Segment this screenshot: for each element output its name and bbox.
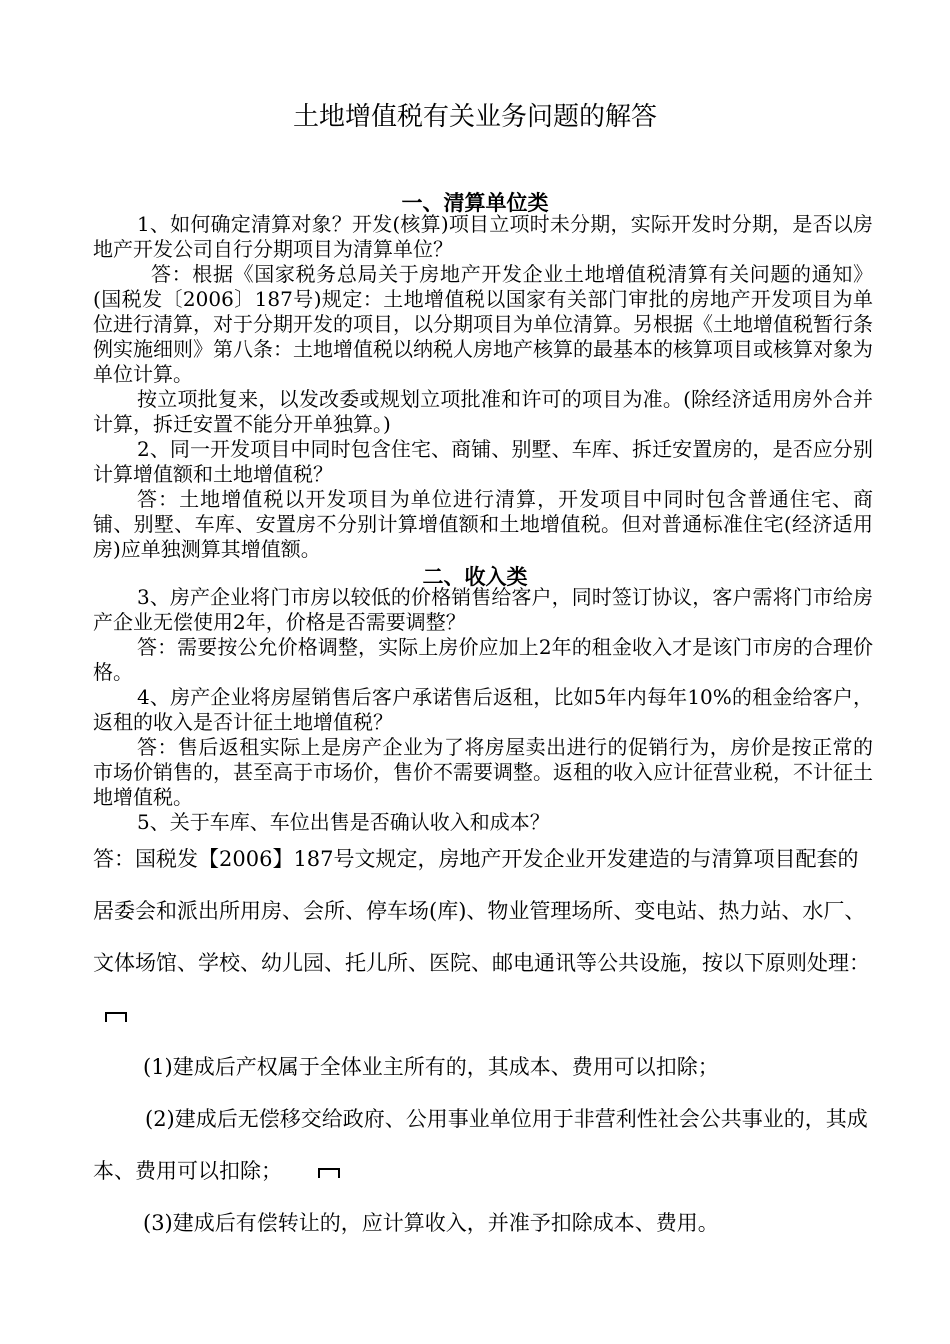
answer-5-body xyxy=(93,833,873,1249)
answer-1: 答：根据《国家税务总局关于房地产开发企业土地增值税清算有关问题的通知》(国税发〔2006〕187号)规定：土地增值税以国家有关部门审批的房地产开发项目为单位进行清算，对于分期开发的项目，以分期项目为单位清算。另根据《土地增值税暂行条例实施细则》第八条：土地增值税以纳税人房地产核算的最基本的核算项目或核算对象为单位计算。 xyxy=(93,262,873,386)
section-heading-income: 二、收入类 xyxy=(422,565,528,589)
section-heading-settlement-unit: 一、清算单位类 xyxy=(401,191,549,215)
paragraph-mark-icon xyxy=(105,1012,127,1022)
question-4: 4、房产企业将房屋销售后客户承诺售后返租，比如5年内每年10%的租金给客户，返租的收入是否计征土地增值税？ xyxy=(93,685,873,734)
answer-4: 答：售后返租实际上是房产企业为了将房屋卖出进行的促销行为，房价是按正常的市场价销售的，甚至高于市场价，售价不需要调整。返租的收入应计征营业税，不计征土地增值税。 xyxy=(93,735,873,809)
answer-5-item-2-text: (2)建成后无偿移交给政府、公用事业单位用于非营利性社会公共事业的，其成本、费用可以扣除； xyxy=(93,1107,868,1183)
document-title: 土地增值税有关业务问题的解答 xyxy=(292,102,657,132)
section-income-body xyxy=(93,585,873,835)
question-2: 2、同一开发项目中同时包含住宅、商铺、别墅、车库、拆迁安置房的，是否应分别计算增值额和土地增值税？ xyxy=(93,437,873,486)
answer-5-item-2 xyxy=(93,1093,873,1197)
answer-5-item-1: (1)建成后产权属于全体业主所有的，其成本、费用可以扣除； xyxy=(143,1055,719,1079)
answer-5-intro xyxy=(93,833,873,1041)
question-3: 3、房产企业将门市房以较低的价格销售给客户，同时签订协议，客户需将门市给房产企业无偿使用2年，价格是否需要调整？ xyxy=(93,585,873,634)
question-1: 1、如何确定清算对象？开发(核算)项目立项时未分期，实际开发时分期，是否以房地产开发公司自行分期项目为清算单位？ xyxy=(93,212,873,261)
answer-1-note: 按立项批复来，以发改委或规划立项批准和许可的项目为准。(除经济适用房外合并计算，拆迁安置不能分开单独算。) xyxy=(93,387,873,436)
answer-5-intro-text: 答：国税发【2006】187号文规定，房地产开发企业开发建造的与清算项目配套的居委会和派出所用房、会所、停车场(库)、物业管理场所、变电站、热力站、水厂、文体场馆、学校、幼儿园、托儿所、医院、邮电通讯等公共设施，按以下原则处理： xyxy=(93,847,870,975)
paragraph-mark-icon xyxy=(318,1168,340,1178)
answer-2: 答：土地增值税以开发项目为单位进行清算，开发项目中同时包含普通住宅、商铺、别墅、车库、安置房不分别计算增值额和土地增值税。但对普通标准住宅(经济适用房)应单独测算其增值额。 xyxy=(93,487,873,561)
section-settlement-unit-body xyxy=(93,212,873,562)
answer-5-item-3: (3)建成后有偿转让的，应计算收入，并准予扣除成本、费用。 xyxy=(143,1211,719,1235)
question-5: 5、关于车库、车位出售是否确认收入和成本？ xyxy=(137,810,550,834)
answer-3: 答：需要按公允价格调整，实际上房价应加上2年的租金收入才是该门市房的合理价格。 xyxy=(93,635,873,684)
